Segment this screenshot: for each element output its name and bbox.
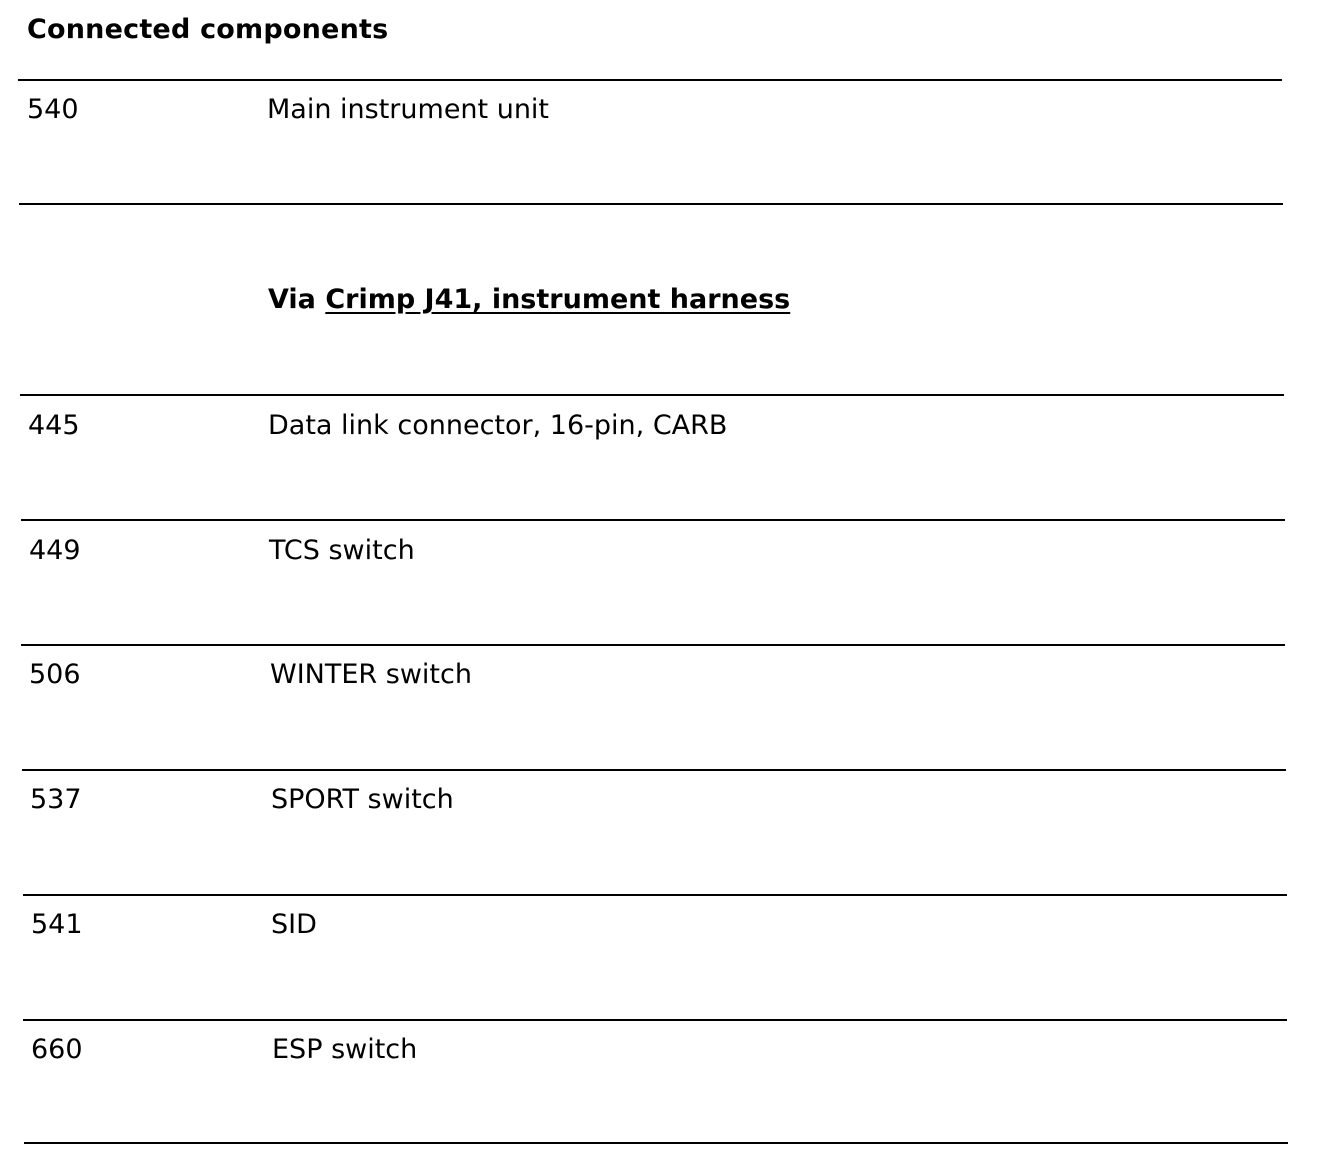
divider [23, 1019, 1287, 1021]
crimp-link[interactable]: Crimp J41, instrument harness [325, 284, 791, 315]
component-description: SID [271, 909, 317, 940]
component-code: 537 [30, 784, 82, 815]
divider [23, 894, 1287, 896]
component-code: 506 [29, 659, 81, 690]
component-code: 445 [28, 410, 80, 441]
via-heading [268, 284, 790, 315]
divider [19, 203, 1283, 205]
divider [24, 1142, 1288, 1144]
component-description: TCS switch [269, 535, 415, 566]
component-description: Data link connector, 16-pin, CARB [268, 410, 728, 441]
divider [20, 394, 1284, 396]
component-code: 660 [31, 1034, 83, 1065]
divider [21, 644, 1285, 646]
divider [22, 769, 1286, 771]
divider [18, 79, 1282, 81]
component-description: ESP switch [272, 1034, 418, 1065]
component-code: 541 [31, 909, 83, 940]
component-description: WINTER switch [270, 659, 472, 690]
via-prefix: Via [268, 284, 316, 315]
component-description: SPORT switch [271, 784, 454, 815]
component-code: 540 [27, 94, 79, 125]
divider [21, 519, 1285, 521]
component-code: 449 [29, 535, 81, 566]
component-description: Main instrument unit [267, 94, 550, 125]
page-title: Connected components [27, 14, 389, 45]
